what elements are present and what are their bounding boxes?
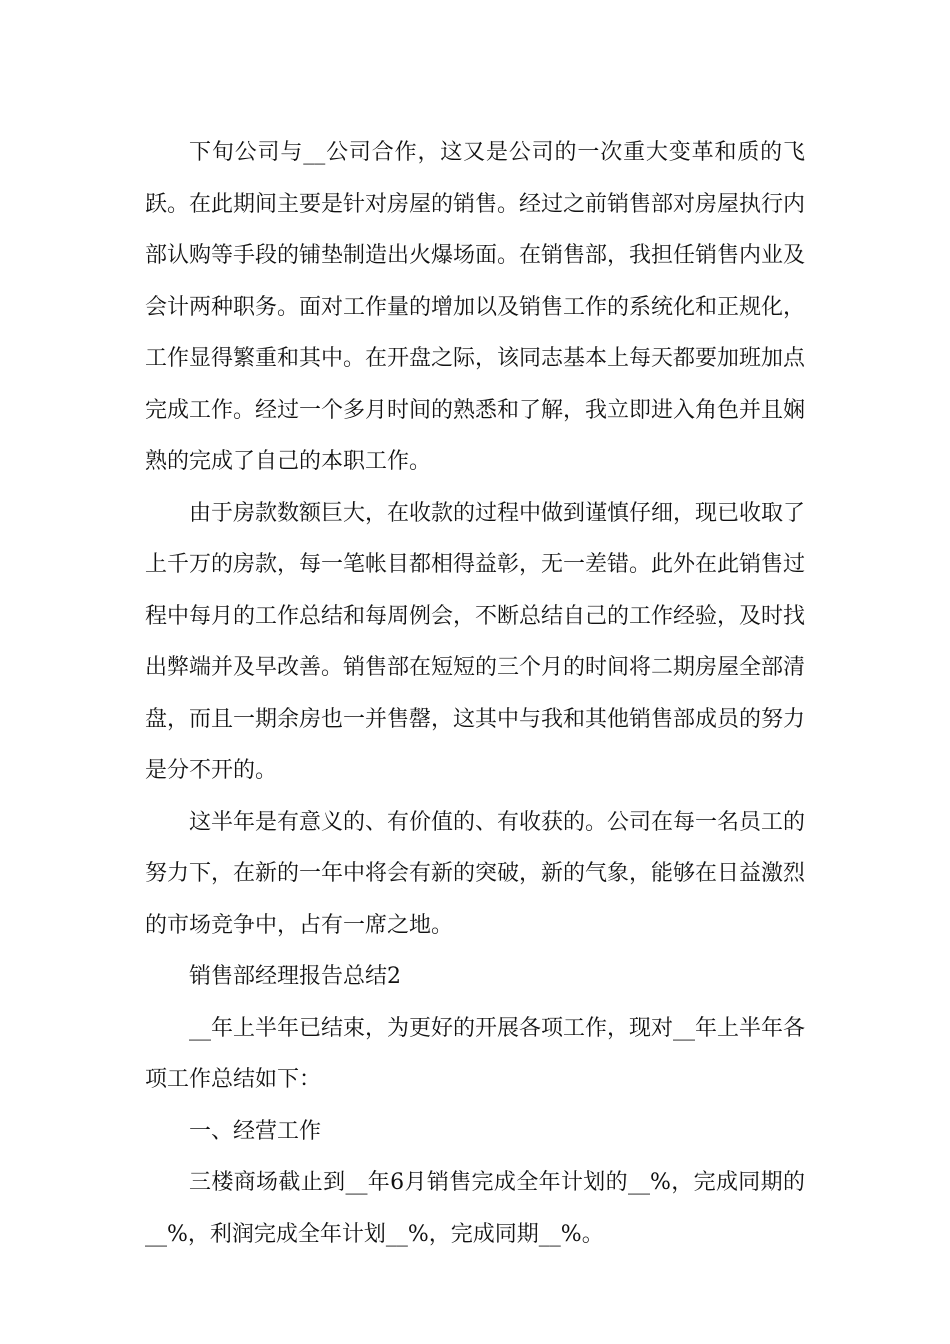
section-title-report-2: 销售部经理报告总结2 xyxy=(189,964,401,989)
document-body xyxy=(145,127,805,1260)
paragraph-mall-sales: 三楼商场截止到__年6月销售完成全年计划的__%，完成同期的__%，利润完成全年计划__%，完成同期__%。 xyxy=(145,1170,805,1247)
paragraph-payment-collection: 由于房款数额巨大，在收款的过程中做到谨慎仔细，现已收取了上千万的房款，每一笔帐目都相得益彰，无一差错。此外在此销售过程中每月的工作总结和每周例会，不断总结自己的工作经验，及时找出弊端并及早改善。销售部在短短的三个月的时间将二期房屋全部清盘，而且一期余房也一并售罄，这其中与我和其他销售部成员的努力是分不开的。 xyxy=(145,500,806,783)
paragraph-sales-work: 下旬公司与__公司合作，这又是公司的一次重大变革和质的飞跃。在此期间主要是针对房屋的销售。经过之前销售部对房屋执行内部认购等手段的铺垫制造出火爆场面。在销售部，我担任销售内业及会计两种职务。面对工作量的增加以及销售工作的系统化和正规化，工作显得繁重和其中。在开盘之际，该同志基本上每天都要加班加点完成工作。经过一个多月时间的熟悉和了解，我立即进入角色并且娴熟的完成了自己的本职工作。 xyxy=(145,140,806,474)
paragraph-intro-half-year: __年上半年已结束，为更好的开展各项工作，现对__年上半年各项工作总结如下： xyxy=(145,1015,806,1092)
paragraph-half-year-summary: 这半年是有意义的、有价值的、有收获的。公司在每一名员工的努力下，在新的一年中将会有新的突破，新的气象，能够在日益激烈的市场竞争中，占有一席之地。 xyxy=(145,809,806,938)
heading-business-work: 一、经营工作 xyxy=(189,1118,322,1144)
